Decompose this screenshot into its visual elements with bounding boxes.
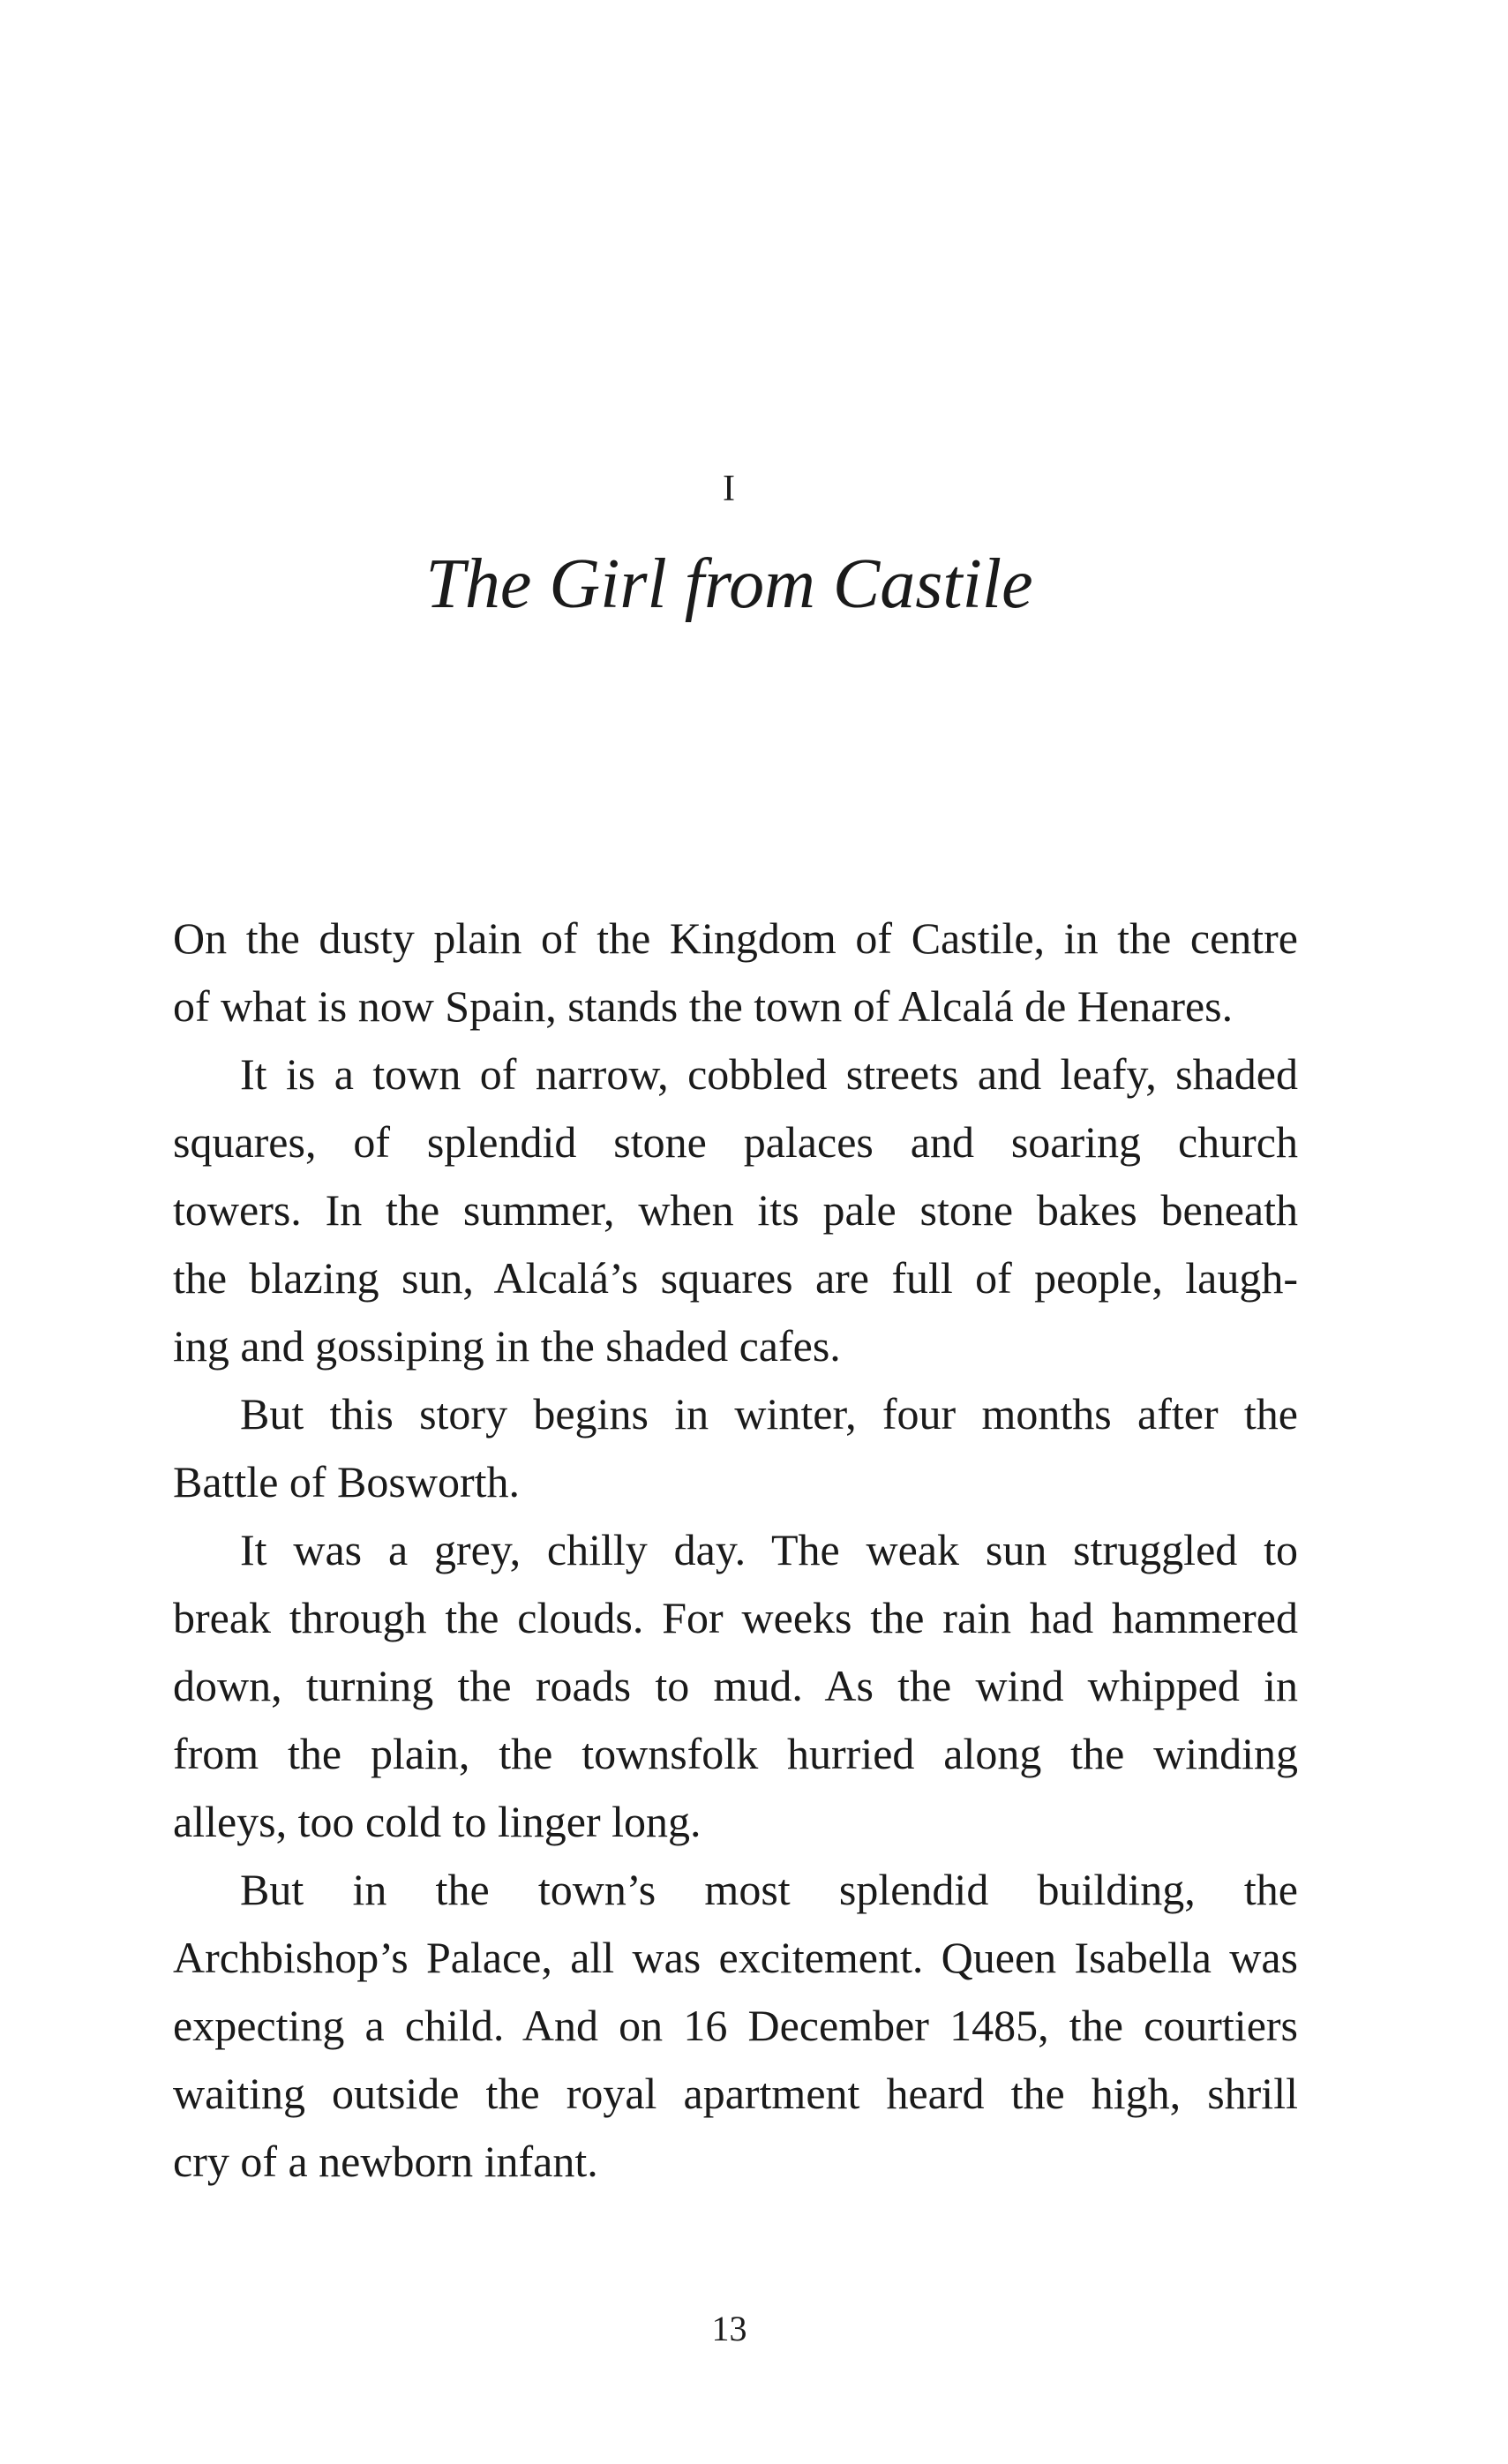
text-line: Battle of Bosworth.	[173, 1457, 521, 1506]
text-line: of what is now Spain, stands the town of Alcalá de Henares.	[173, 981, 1234, 1031]
text-line: alleys, too cold to linger long.	[173, 1797, 701, 1846]
text-line: towers. In the summer, when its pale stone bakes beneath	[173, 1185, 1298, 1235]
page-number: 13	[711, 2309, 747, 2348]
text-line: break through the clouds. For weeks the rain had hammered	[173, 1593, 1298, 1642]
text-line: But in the town’s most splendid building, the	[240, 1865, 1298, 1914]
text-line: from the plain, the townsfolk hurried along the winding	[173, 1729, 1298, 1778]
text-line: It was a grey, chilly day. The weak sun struggled to	[240, 1525, 1298, 1574]
chapter-title: The Girl from Castile	[425, 545, 1033, 623]
text-line: down, turning the roads to mud. As the wind whipped in	[173, 1661, 1298, 1710]
text-line: Archbishop’s Palace, all was excitement. Queen Isabella was	[173, 1933, 1298, 1982]
text-line: ing and gossiping in the shaded cafes.	[173, 1321, 841, 1371]
body-text	[173, 905, 1298, 2196]
text-line: On the dusty plain of the Kingdom of Castile, in the centre	[173, 913, 1298, 963]
text-line: squares, of splendid stone palaces and soaring church	[173, 1117, 1298, 1167]
text-line: the blazing sun, Alcalá’s squares are full of people, laugh-	[173, 1253, 1298, 1303]
text-line: But this story begins in winter, four months after the	[240, 1389, 1298, 1439]
text-line: It is a town of narrow, cobbled streets and leafy, shaded	[240, 1049, 1298, 1099]
text-line: cry of a newborn infant.	[173, 2137, 598, 2186]
text-line: waiting outside the royal apartment heard the high, shrill	[173, 2069, 1298, 2118]
text-line: expecting a child. And on 16 December 1485, the courtiers	[173, 2001, 1298, 2050]
chapter-number: I	[723, 469, 736, 509]
